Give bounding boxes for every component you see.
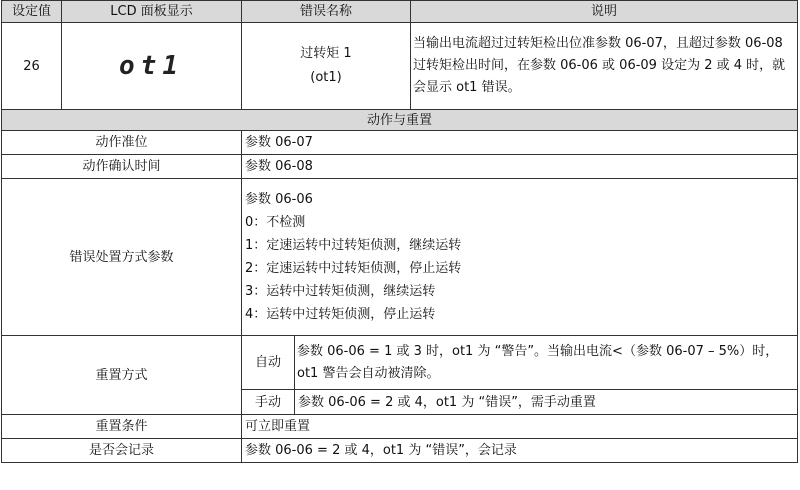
lcd-readout: ot1 xyxy=(119,51,184,81)
lcd-display-cell xyxy=(62,23,242,110)
table-header-row xyxy=(2,1,798,23)
error-handling-row xyxy=(2,179,798,336)
error-name-cn: 过转矩 1 xyxy=(300,46,352,61)
reset-manual-label: 手动 xyxy=(242,390,295,415)
reset-condition-value: 可立即重置 xyxy=(242,415,798,439)
reset-manual-text: 参数 06-06 = 2 或 4，ot1 为 “错误”，需手动重置 xyxy=(295,390,798,415)
reset-method-label: 重置方式 xyxy=(2,336,242,415)
header-setting-value: 设定值 xyxy=(2,1,62,23)
reset-auto-text: 参数 06-06 = 1 或 3 时，ot1 为 “警告”。当输出电流<（参数 06-07 – 5%）时，ot1 警告会自动被清除。 xyxy=(295,336,798,390)
recorded-label: 是否会记录 xyxy=(2,439,242,463)
section-title: 动作与重置 xyxy=(2,110,798,131)
error-handling-line: 3：运转中过转矩侦测，继续运转 xyxy=(245,284,436,299)
recorded-value: 参数 06-06 = 2 或 4，ot1 为 “错误”，会记录 xyxy=(242,439,798,463)
reset-condition-label: 重置条件 xyxy=(2,415,242,439)
error-handling-line: 参数 06-06 xyxy=(245,192,313,207)
recorded-row xyxy=(2,439,798,463)
error-handling-line: 2：定速运转中过转矩侦测，停止运转 xyxy=(245,261,462,276)
setting-value-cell: 26 xyxy=(2,23,62,110)
reset-condition-row xyxy=(2,415,798,439)
section-header-row xyxy=(2,110,798,131)
reset-auto-row xyxy=(2,336,798,390)
action-level-value: 参数 06-07 xyxy=(242,131,798,155)
error-name-cell xyxy=(242,23,411,110)
action-level-row xyxy=(2,131,798,155)
action-confirm-time-label: 动作确认时间 xyxy=(2,155,242,179)
error-handling-line: 4：运转中过转矩侦测，停止运转 xyxy=(245,307,436,322)
error-handling-line: 0：不检测 xyxy=(245,215,306,230)
header-error-name: 错误名称 xyxy=(242,1,411,23)
fault-row xyxy=(2,23,798,110)
action-confirm-time-row xyxy=(2,155,798,179)
action-level-label: 动作准位 xyxy=(2,131,242,155)
header-description: 说明 xyxy=(411,1,798,23)
fault-spec-table xyxy=(1,0,798,463)
reset-auto-label: 自动 xyxy=(242,336,295,390)
action-confirm-time-value: 参数 06-08 xyxy=(242,155,798,179)
fault-description: 当输出电流超过过转矩检出位准参数 06-07，且超过参数 06-08 过转矩检出时间，在参数 06-06 或 06-09 设定为 2 或 4 时，就会显示 ot1 错误。 xyxy=(411,23,798,110)
error-handling-line: 1：定速运转中过转矩侦测，继续运转 xyxy=(245,238,462,253)
error-handling-label: 错误处置方式参数 xyxy=(2,179,242,336)
error-handling-options xyxy=(242,179,798,336)
error-name-code: (ot1) xyxy=(310,70,342,85)
header-lcd-display: LCD 面板显示 xyxy=(62,1,242,23)
